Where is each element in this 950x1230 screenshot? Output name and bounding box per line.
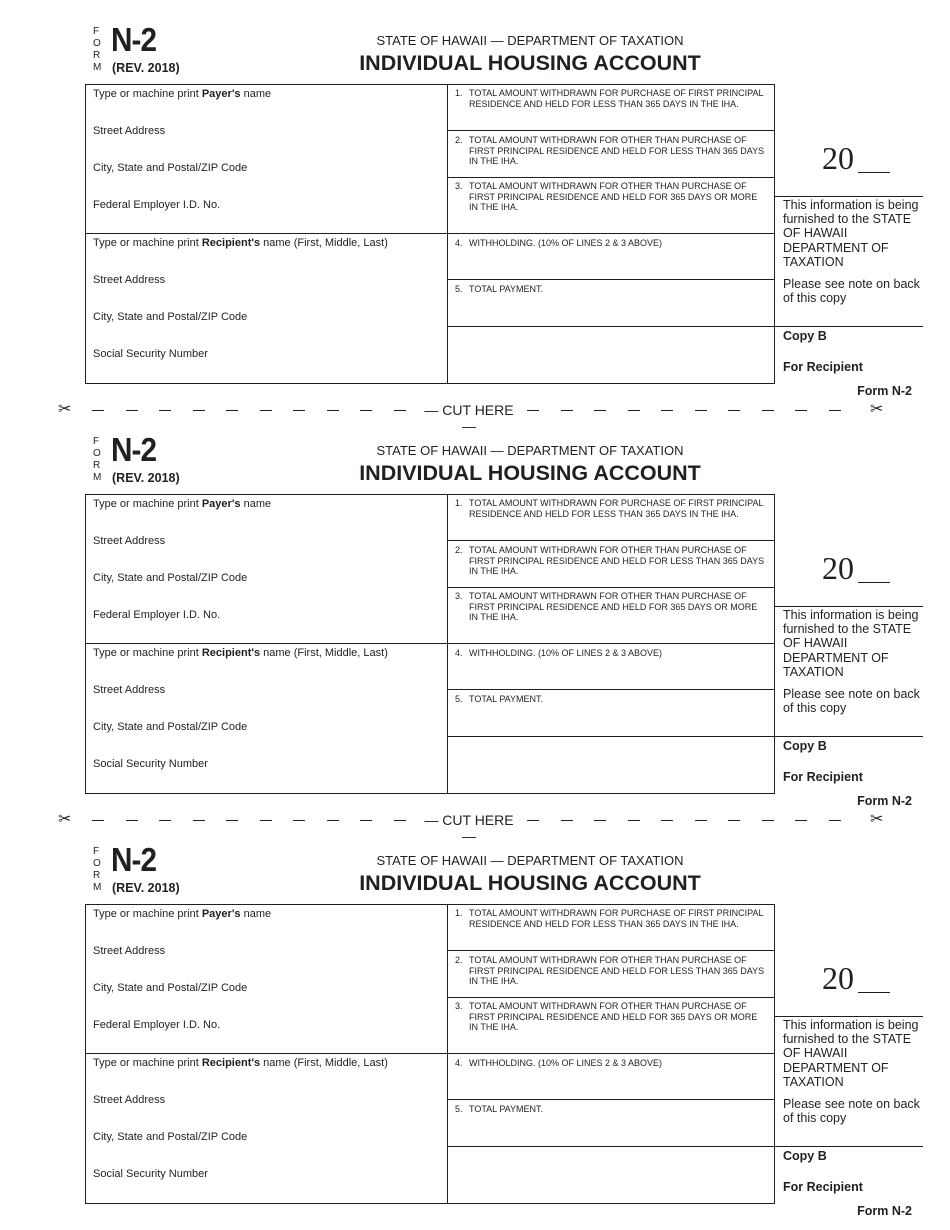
agency-name: STATE OF HAWAII — DEPARTMENT OF TAXATION	[376, 443, 684, 458]
line-divider	[447, 1053, 774, 1054]
label-text: name (First, Middle, Last)	[260, 647, 388, 659]
label-bold: Payer's	[201, 498, 241, 510]
line-5-text: TOTAL PAYMENT.	[469, 1104, 544, 1114]
label-text: Type or machine print	[93, 88, 202, 100]
tax-year-blank	[858, 992, 890, 993]
line-5-text: TOTAL PAYMENT.	[469, 284, 544, 294]
right-divider	[775, 326, 923, 327]
info-statement: This information is being furnished to the STATE OF HAWAII DEPARTMENT OF TAXATION	[783, 1018, 919, 1089]
line-2-text: TOTAL AMOUNT WITHDRAWN FOR OTHER THAN PURCHASE OF FIRST PRINCIPAL RESIDENCE AND HELD FOR LESS THAN 365 DAYS IN THE IHA.	[469, 135, 765, 167]
tax-year: 20	[822, 550, 854, 586]
line-divider	[447, 326, 774, 327]
recipient-city-label: City, State and Postal/ZIP Code	[93, 721, 248, 733]
line-divider	[447, 233, 774, 234]
line-2-text: TOTAL AMOUNT WITHDRAWN FOR OTHER THAN PURCHASE OF FIRST PRINCIPAL RESIDENCE AND HELD FOR LESS THAN 365 DAYS IN THE IHA.	[469, 545, 765, 577]
line-divider	[447, 997, 774, 998]
line-1-number: 1.	[455, 908, 463, 918]
fein-label: Federal Employer I.D. No.	[93, 609, 221, 621]
for-recipient-label: For Recipient	[783, 360, 863, 374]
ssn-label: Social Security Number	[93, 758, 208, 770]
line-divider	[447, 689, 774, 690]
line-3-number: 3.	[455, 591, 463, 601]
form-frame	[85, 494, 775, 794]
scissors-icon: ✂	[58, 811, 72, 828]
line-2-number: 2.	[455, 545, 463, 555]
column-divider	[447, 494, 448, 794]
form-copy-1	[0, 0, 950, 410]
line-3-number: 3.	[455, 181, 463, 191]
form-footer: Form N-2	[857, 794, 912, 808]
recipient-name-label	[93, 237, 388, 249]
line-divider	[447, 540, 774, 541]
line-divider	[447, 587, 774, 588]
line-3-text: TOTAL AMOUNT WITHDRAWN FOR OTHER THAN PURCHASE OF FIRST PRINCIPAL RESIDENCE AND HELD FOR 365 DAYS OR MORE IN THE IHA.	[469, 591, 758, 623]
info-statement: This information is being furnished to the STATE OF HAWAII DEPARTMENT OF TAXATION	[783, 198, 919, 269]
label-text: name (First, Middle, Last)	[260, 237, 388, 249]
label-text: name (First, Middle, Last)	[260, 1057, 388, 1069]
label-bold: Payer's	[201, 88, 241, 100]
recipient-city-label: City, State and Postal/ZIP Code	[93, 1131, 248, 1143]
right-divider	[775, 196, 923, 197]
form-title: INDIVIDUAL HOUSING ACCOUNT	[359, 51, 701, 75]
fein-label: Federal Employer I.D. No.	[93, 199, 221, 211]
recipient-street-label: Street Address	[93, 1094, 166, 1106]
payer-name-label	[93, 498, 271, 510]
form-letter: O	[93, 858, 101, 869]
label-bold: Recipient's	[201, 647, 261, 659]
form-letter: O	[93, 448, 101, 459]
form-vertical-label	[93, 846, 105, 894]
form-frame	[85, 84, 775, 384]
form-number: N-2	[111, 431, 157, 468]
form-footer: Form N-2	[857, 1204, 912, 1218]
copy-label: Copy B	[783, 1149, 827, 1163]
back-note: Please see note on back of this copy	[783, 687, 920, 716]
payer-recipient-divider	[85, 1053, 448, 1054]
scissors-icon: ✂	[870, 811, 884, 828]
ssn-label: Social Security Number	[93, 348, 208, 360]
form-vertical-label	[93, 26, 105, 74]
payer-recipient-divider	[85, 233, 448, 234]
line-4-number: 4.	[455, 648, 463, 658]
scissors-icon: ✂	[870, 401, 884, 418]
line-1-number: 1.	[455, 88, 463, 98]
payer-city-label: City, State and Postal/ZIP Code	[93, 982, 248, 994]
form-letter: O	[93, 38, 101, 49]
agency-name: STATE OF HAWAII — DEPARTMENT OF TAXATION	[376, 33, 684, 48]
tax-year-blank	[858, 582, 890, 583]
line-divider	[447, 130, 774, 131]
recipient-city-label: City, State and Postal/ZIP Code	[93, 311, 248, 323]
line-1-text: TOTAL AMOUNT WITHDRAWN FOR PURCHASE OF FIRST PRINCIPAL RESIDENCE AND HELD FOR LESS THAN 365 DAYS IN THE IHA.	[469, 88, 764, 109]
line-5-number: 5.	[455, 694, 463, 704]
label-text: Type or machine print	[93, 1057, 202, 1069]
form-letter: F	[93, 846, 100, 857]
label-text: name	[240, 498, 272, 510]
form-number: N-2	[111, 21, 157, 58]
form-letter: F	[93, 436, 100, 447]
label-bold: Recipient's	[201, 237, 261, 249]
right-divider	[775, 736, 923, 737]
right-divider	[775, 1146, 923, 1147]
form-letter: R	[93, 460, 101, 471]
form-copy-2	[0, 410, 950, 820]
cut-here-label: — CUT HERE —	[424, 402, 514, 434]
for-recipient-label: For Recipient	[783, 770, 863, 784]
form-letter: R	[93, 870, 101, 881]
form-letter: M	[93, 62, 102, 73]
line-5-text: TOTAL PAYMENT.	[469, 694, 544, 704]
label-bold: Recipient's	[201, 1057, 261, 1069]
payer-city-label: City, State and Postal/ZIP Code	[93, 162, 248, 174]
line-4-number: 4.	[455, 1058, 463, 1068]
line-4-number: 4.	[455, 238, 463, 248]
line-divider	[447, 1099, 774, 1100]
right-divider	[775, 606, 923, 607]
tax-year: 20	[822, 960, 854, 996]
recipient-street-label: Street Address	[93, 684, 166, 696]
form-number: N-2	[111, 841, 157, 878]
line-4-text: WITHHOLDING. (10% OF LINES 2 & 3 ABOVE)	[469, 648, 663, 658]
label-text: Type or machine print	[93, 237, 202, 249]
form-letter: F	[93, 26, 100, 37]
scissors-icon: ✂	[58, 401, 72, 418]
payer-street-label: Street Address	[93, 125, 166, 137]
ssn-label: Social Security Number	[93, 1168, 208, 1180]
line-3-text: TOTAL AMOUNT WITHDRAWN FOR OTHER THAN PURCHASE OF FIRST PRINCIPAL RESIDENCE AND HELD FOR 365 DAYS OR MORE IN THE IHA.	[469, 181, 758, 213]
right-divider	[775, 1016, 923, 1017]
line-2-number: 2.	[455, 135, 463, 145]
label-text: Type or machine print	[93, 908, 202, 920]
line-divider	[447, 950, 774, 951]
form-copy-3	[0, 820, 950, 1230]
label-text: Type or machine print	[93, 647, 202, 659]
payer-city-label: City, State and Postal/ZIP Code	[93, 572, 248, 584]
line-3-text: TOTAL AMOUNT WITHDRAWN FOR OTHER THAN PURCHASE OF FIRST PRINCIPAL RESIDENCE AND HELD FOR 365 DAYS OR MORE IN THE IHA.	[469, 1001, 758, 1033]
form-revision: (REV. 2018)	[112, 61, 180, 75]
recipient-name-label	[93, 1057, 388, 1069]
label-text: name	[240, 908, 272, 920]
form-letter: M	[93, 472, 102, 483]
form-frame	[85, 904, 775, 1204]
line-1-text: TOTAL AMOUNT WITHDRAWN FOR PURCHASE OF FIRST PRINCIPAL RESIDENCE AND HELD FOR LESS THAN 365 DAYS IN THE IHA.	[469, 908, 764, 929]
label-bold: Payer's	[201, 908, 241, 920]
line-4-text: WITHHOLDING. (10% OF LINES 2 & 3 ABOVE)	[469, 1058, 663, 1068]
payer-street-label: Street Address	[93, 535, 166, 547]
payer-name-label	[93, 908, 271, 920]
copy-label: Copy B	[783, 739, 827, 753]
line-3-number: 3.	[455, 1001, 463, 1011]
payer-name-label	[93, 88, 271, 100]
line-2-text: TOTAL AMOUNT WITHDRAWN FOR OTHER THAN PURCHASE OF FIRST PRINCIPAL RESIDENCE AND HELD FOR LESS THAN 365 DAYS IN THE IHA.	[469, 955, 765, 987]
line-divider	[447, 177, 774, 178]
line-5-number: 5.	[455, 1104, 463, 1114]
tax-year: 20	[822, 140, 854, 176]
payer-street-label: Street Address	[93, 945, 166, 957]
line-2-number: 2.	[455, 955, 463, 965]
form-title: INDIVIDUAL HOUSING ACCOUNT	[359, 871, 701, 895]
recipient-name-label	[93, 647, 388, 659]
agency-name: STATE OF HAWAII — DEPARTMENT OF TAXATION	[376, 853, 684, 868]
form-title: INDIVIDUAL HOUSING ACCOUNT	[359, 461, 701, 485]
line-1-text: TOTAL AMOUNT WITHDRAWN FOR PURCHASE OF FIRST PRINCIPAL RESIDENCE AND HELD FOR LESS THAN 365 DAYS IN THE IHA.	[469, 498, 764, 519]
form-footer: Form N-2	[857, 384, 912, 398]
info-statement: This information is being furnished to the STATE OF HAWAII DEPARTMENT OF TAXATION	[783, 608, 919, 679]
form-revision: (REV. 2018)	[112, 881, 180, 895]
back-note: Please see note on back of this copy	[783, 1097, 920, 1126]
column-divider	[447, 84, 448, 384]
copy-label: Copy B	[783, 329, 827, 343]
line-divider	[447, 643, 774, 644]
label-text: name	[240, 88, 272, 100]
label-text: Type or machine print	[93, 498, 202, 510]
form-revision: (REV. 2018)	[112, 471, 180, 485]
form-letter: M	[93, 882, 102, 893]
payer-recipient-divider	[85, 643, 448, 644]
form-vertical-label	[93, 436, 105, 484]
line-5-number: 5.	[455, 284, 463, 294]
recipient-street-label: Street Address	[93, 274, 166, 286]
line-divider	[447, 279, 774, 280]
line-divider	[447, 1146, 774, 1147]
cut-here-label: — CUT HERE —	[424, 812, 514, 844]
for-recipient-label: For Recipient	[783, 1180, 863, 1194]
line-4-text: WITHHOLDING. (10% OF LINES 2 & 3 ABOVE)	[469, 238, 663, 248]
tax-year-blank	[858, 172, 890, 173]
column-divider	[447, 904, 448, 1204]
line-divider	[447, 736, 774, 737]
back-note: Please see note on back of this copy	[783, 277, 920, 306]
fein-label: Federal Employer I.D. No.	[93, 1019, 221, 1031]
form-letter: R	[93, 50, 101, 61]
line-1-number: 1.	[455, 498, 463, 508]
